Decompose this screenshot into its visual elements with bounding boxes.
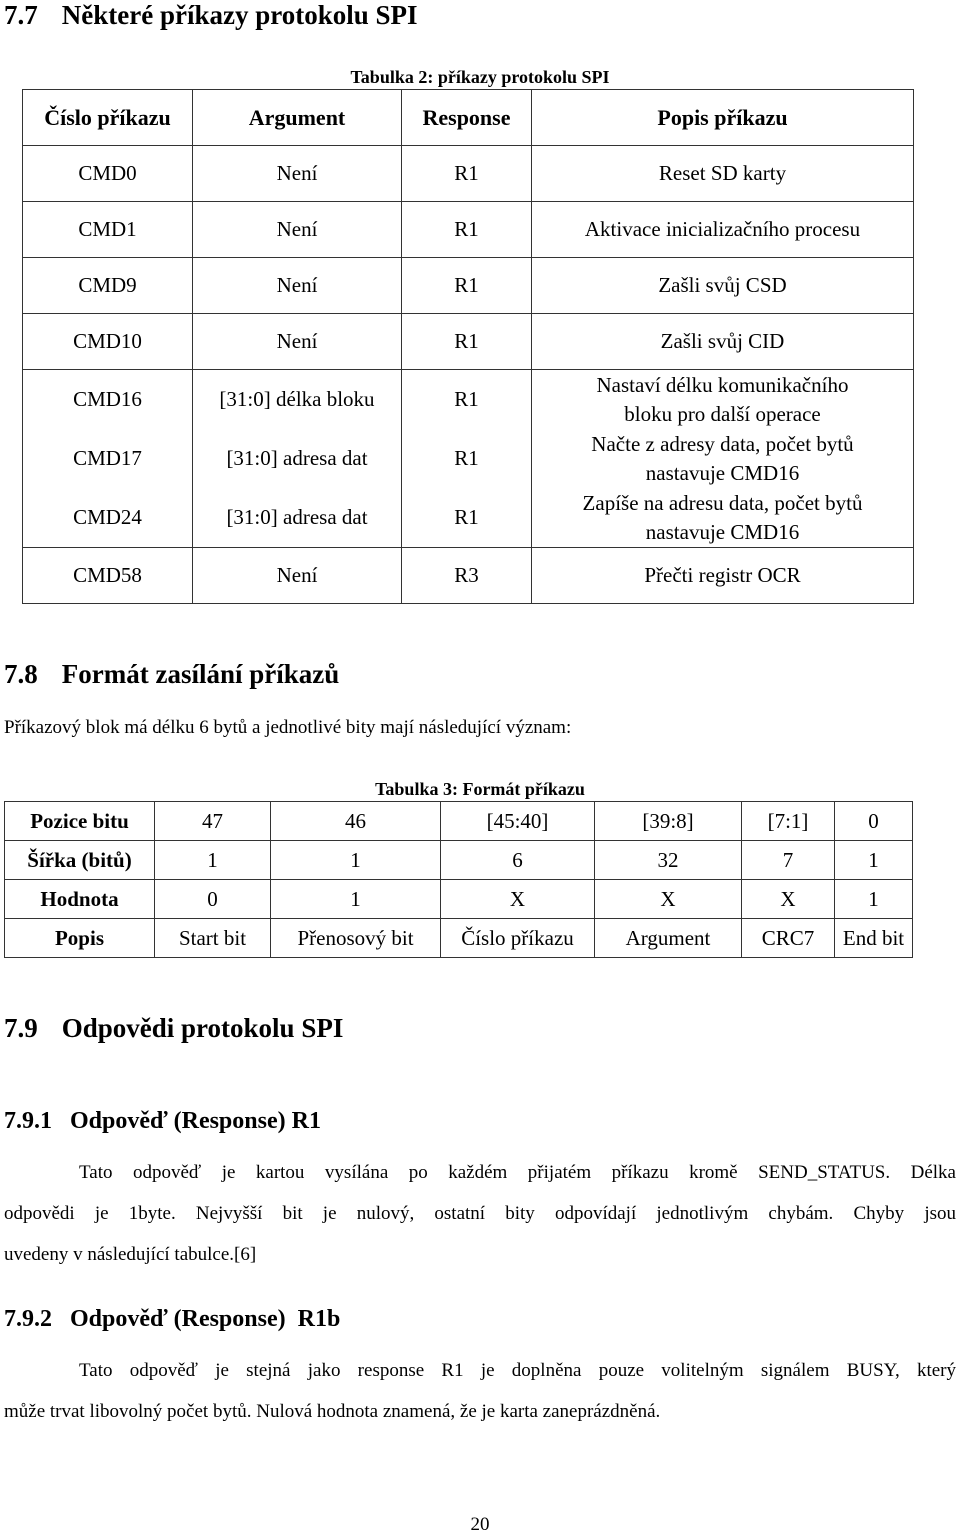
table-row bbox=[23, 258, 914, 314]
page-number: 20 bbox=[470, 1514, 490, 1535]
table-header-row bbox=[23, 90, 914, 146]
table-cell: CMD0 bbox=[23, 146, 193, 202]
table-row bbox=[23, 429, 914, 488]
table-cell: [45:40] bbox=[441, 802, 595, 841]
section-title: Formát zasílání příkazů bbox=[61, 659, 340, 689]
paragraph-line: odpovědi je 1byte. Nejvyšší bit je nulový, ostatní bity odpovídají jednotlivým chybám. Chyby jsou bbox=[4, 1203, 956, 1224]
table-cell: Zašli svůj CSD bbox=[532, 258, 914, 314]
table-cell: 47 bbox=[155, 802, 271, 841]
section-title: Odpověď (Response) R1b bbox=[70, 1306, 341, 1332]
table-cell: Přenosový bit bbox=[271, 919, 441, 958]
table3-caption: Tabulka 3: Formát příkazu bbox=[375, 779, 585, 799]
cell-line: nastavuje CMD16 bbox=[645, 519, 800, 544]
table-row bbox=[23, 370, 914, 430]
row-header-cell: Hodnota bbox=[5, 880, 155, 919]
table-cell: Aktivace inicializačního procesu bbox=[532, 202, 914, 258]
table-cell: Argument bbox=[595, 919, 742, 958]
column-header: Číslo příkazu bbox=[23, 90, 193, 146]
table-cell: 1 bbox=[835, 841, 913, 880]
table-cell bbox=[532, 370, 914, 430]
table-cell: 0 bbox=[155, 880, 271, 919]
table-cell: CMD9 bbox=[23, 258, 193, 314]
table-cell: CMD16 bbox=[23, 370, 193, 430]
table-cell: R3 bbox=[402, 548, 532, 604]
paragraph-line: Tato odpověď je stejná jako response R1 je doplněna pouze volitelným signálem BUSY, který bbox=[79, 1360, 956, 1381]
section-heading-7-9-2 bbox=[4, 1306, 340, 1333]
section-number: 7.9.1 bbox=[4, 1108, 52, 1134]
table-cell: Není bbox=[193, 314, 402, 370]
row-header-cell: Šířka (bitů) bbox=[5, 841, 155, 880]
table-cell: [7:1] bbox=[742, 802, 835, 841]
section-heading-7-8 bbox=[4, 659, 339, 690]
table-cell: 7 bbox=[742, 841, 835, 880]
paragraph-line: může trvat libovolný počet bytů. Nulová hodnota znamená, že je karta zaneprázdněná. bbox=[4, 1401, 661, 1422]
cell-line: Načte z adresy data, počet bytů bbox=[591, 431, 854, 456]
table-cell: CMD17 bbox=[23, 429, 193, 488]
table-cell: R1 bbox=[402, 488, 532, 548]
table-cell: Reset SD karty bbox=[532, 146, 914, 202]
section-7-9-2-paragraph bbox=[4, 1350, 956, 1432]
section-number: 7.8 bbox=[4, 659, 38, 689]
paragraph-line: Tato odpověď je kartou vysílána po každém přijatém příkazu kromě SEND_STATUS. Délka bbox=[79, 1162, 956, 1183]
section-number: 7.9.2 bbox=[4, 1306, 52, 1332]
table-cell: R1 bbox=[402, 202, 532, 258]
table-cell: X bbox=[441, 880, 595, 919]
cell-line: Zapíše na adresu data, počet bytů bbox=[582, 490, 863, 515]
table-cell: Přečti registr OCR bbox=[532, 548, 914, 604]
table-row bbox=[5, 841, 913, 880]
table-cell: [39:8] bbox=[595, 802, 742, 841]
table-cell: End bit bbox=[835, 919, 913, 958]
column-header: Response bbox=[402, 90, 532, 146]
table-cell: CMD1 bbox=[23, 202, 193, 258]
table-cell bbox=[532, 488, 914, 548]
column-header: Argument bbox=[193, 90, 402, 146]
command-format-table bbox=[4, 801, 913, 958]
table-cell: Není bbox=[193, 548, 402, 604]
paragraph-line: uvedeny v následující tabulce.[6] bbox=[4, 1244, 257, 1265]
table-cell: X bbox=[595, 880, 742, 919]
table-cell: 0 bbox=[835, 802, 913, 841]
table-cell: 1 bbox=[271, 841, 441, 880]
spi-commands-table bbox=[22, 89, 914, 604]
section-7-9-1-paragraph bbox=[4, 1152, 956, 1275]
table-cell: R1 bbox=[402, 314, 532, 370]
table-cell: R1 bbox=[402, 370, 532, 430]
table-row bbox=[23, 488, 914, 548]
table-cell: [31:0] adresa dat bbox=[193, 429, 402, 488]
row-header-cell: Popis bbox=[5, 919, 155, 958]
table-row bbox=[5, 919, 913, 958]
table-row bbox=[23, 202, 914, 258]
section-number: 7.9 bbox=[4, 1013, 38, 1043]
table-cell: Není bbox=[193, 202, 402, 258]
table-cell: [31:0] délka bloku bbox=[193, 370, 402, 430]
table-cell: CMD24 bbox=[23, 488, 193, 548]
table-cell: Zašli svůj CID bbox=[532, 314, 914, 370]
table-row bbox=[23, 314, 914, 370]
section-title: Některé příkazy protokolu SPI bbox=[61, 0, 418, 30]
table-cell: CMD10 bbox=[23, 314, 193, 370]
table-cell: R1 bbox=[402, 146, 532, 202]
table-cell: 1 bbox=[271, 880, 441, 919]
cell-line: Nastaví délku komunikačního bbox=[596, 372, 849, 397]
table-cell bbox=[532, 429, 914, 488]
table-cell: 32 bbox=[595, 841, 742, 880]
table-cell: Není bbox=[193, 146, 402, 202]
table-cell: R1 bbox=[402, 429, 532, 488]
row-header-cell: Pozice bitu bbox=[5, 802, 155, 841]
table-row bbox=[23, 146, 914, 202]
section-heading-7-7 bbox=[4, 0, 418, 31]
table2-caption: Tabulka 2: příkazy protokolu SPI bbox=[350, 67, 610, 87]
table-cell: CMD58 bbox=[23, 548, 193, 604]
table-row bbox=[5, 880, 913, 919]
table-cell: 6 bbox=[441, 841, 595, 880]
table-cell: Start bit bbox=[155, 919, 271, 958]
table-cell: Číslo příkazu bbox=[441, 919, 595, 958]
cell-line: bloku pro další operace bbox=[624, 401, 821, 426]
table-cell: R1 bbox=[402, 258, 532, 314]
section-number: 7.7 bbox=[4, 0, 38, 30]
section-heading-7-9 bbox=[4, 1013, 343, 1044]
table-cell: CRC7 bbox=[742, 919, 835, 958]
column-header: Popis příkazu bbox=[532, 90, 914, 146]
section-7-8-intro: Příkazový blok má délku 6 bytů a jednotlivé bity mají následující význam: bbox=[4, 717, 572, 738]
table-cell: [31:0] adresa dat bbox=[193, 488, 402, 548]
table-cell: Není bbox=[193, 258, 402, 314]
table-row bbox=[23, 548, 914, 604]
section-heading-7-9-1 bbox=[4, 1108, 321, 1135]
cell-line: nastavuje CMD16 bbox=[645, 460, 800, 485]
table-row bbox=[5, 802, 913, 841]
section-title: Odpověď (Response) R1 bbox=[70, 1108, 321, 1134]
section-title: Odpovědi protokolu SPI bbox=[61, 1013, 344, 1043]
table-cell: X bbox=[742, 880, 835, 919]
table-cell: 1 bbox=[155, 841, 271, 880]
table-cell: 46 bbox=[271, 802, 441, 841]
table-cell: 1 bbox=[835, 880, 913, 919]
